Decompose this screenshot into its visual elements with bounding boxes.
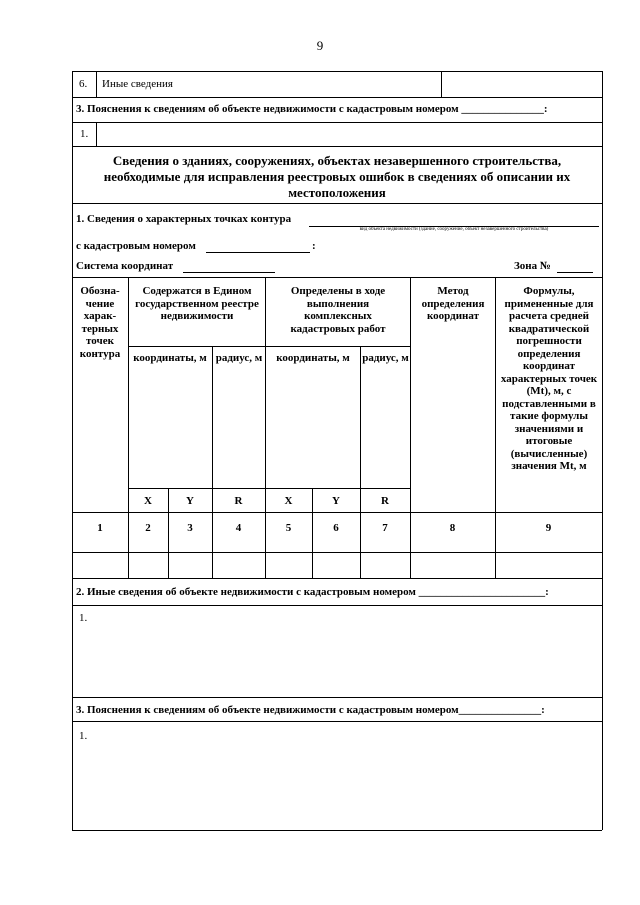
col-number-3: 3 <box>187 522 193 534</box>
zone-label: Зона № <box>514 260 551 272</box>
main-heading: Сведения о зданиях, сооружениях, объектах незавершенного строительства, необходимые для исправления реестровых ошибок в сведениях об описании их местоположения <box>103 153 571 200</box>
sec3-bottom-item: 1. <box>79 730 88 742</box>
th-axis-r1: R <box>234 495 243 507</box>
col-number-5: 5 <box>285 522 292 534</box>
th-axis-r2: R <box>381 495 389 507</box>
zone-line <box>557 272 593 273</box>
col-number-8: 8 <box>449 522 456 534</box>
th-axis-y2: Y <box>332 495 340 507</box>
col-number-7: 7 <box>382 522 388 534</box>
th-point-designation: Обозна-чение харак-терных точек контура <box>79 285 121 360</box>
th-axis-x1: X <box>144 495 152 507</box>
sec3-top-item: 1. <box>80 128 89 140</box>
col-number-1: 1 <box>97 522 103 534</box>
sec2-item: 1. <box>79 612 88 624</box>
th-method: Метод определения координат <box>421 285 485 322</box>
coord-system-line <box>183 272 275 273</box>
th-coords-kkr: координаты, м <box>276 352 350 364</box>
sec1-subnote: вид объекта недвижимости (здание, сооружение, объект незавершенного строительства) <box>359 227 549 232</box>
col-number-9: 9 <box>545 522 552 534</box>
th-kkr-group: Определены в ходе выполнения комплексных кадастровых работ <box>290 285 386 335</box>
col-number-6: 6 <box>333 522 339 534</box>
sec3-bottom-title: 3. Пояснения к сведениям об объекте недвижимости с кадастровым номером_______________: <box>76 704 545 716</box>
sec3-top-title: 3. Пояснения к сведениям об объекте недвижимости с кадастровым номером _______________: <box>76 103 548 115</box>
coord-system-label: Система координат <box>76 260 174 272</box>
th-axis-x2: X <box>284 495 293 507</box>
col-number-4: 4 <box>235 522 242 534</box>
th-radius-kkr: радиус, м <box>362 352 409 364</box>
row6-label: Иные сведения <box>102 78 173 90</box>
th-formulas: Формулы, примененные для расчета средней квадратической погрешности определения координат характерных точек (Mt), м, с подставленными в такие формулы значениями и итоговые (вычисленные) значения Mt, м <box>500 285 598 472</box>
sec1-title: 1. Сведения о характерных точках контура <box>76 213 292 225</box>
row6-number: 6. <box>79 78 88 90</box>
th-coords-egrn: координаты, м <box>133 352 207 364</box>
sec1-cadastral: с кадастровым номером <box>76 240 196 252</box>
th-radius-egrn: радиус, м <box>215 352 263 364</box>
sec2-title: 2. Иные сведения об объекте недвижимости с кадастровым номером _______________________: <box>76 586 549 598</box>
page-number: 9 <box>316 38 324 53</box>
cadastral-line <box>206 252 310 253</box>
col-number-2: 2 <box>145 522 151 534</box>
th-egrn-group: Содержатся в Едином государственном реестре недвижимости <box>135 285 259 322</box>
th-axis-y1: Y <box>186 495 194 507</box>
